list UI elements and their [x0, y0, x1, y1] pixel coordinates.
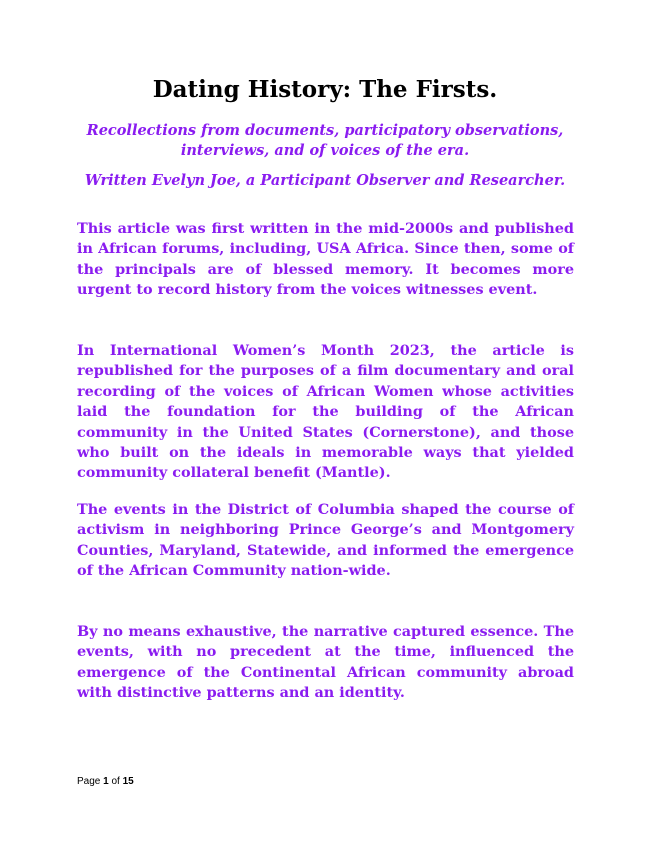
- footer-of-word: of: [111, 776, 120, 787]
- footer-current-page: 1: [103, 776, 109, 787]
- paragraph-2: In International Women’s Month 2023, the article is republished for the purposes of a film documentary and oral recording of the voices of African Women whose activities laid the foundation for the building of the African community in the United States (Cornerstone), and those who built on the ideals in memorable ways that yielded community collateral benefit (Mantle).: [77, 342, 574, 482]
- page-title: Dating History: The Firsts.: [152, 76, 498, 103]
- subtitle-author: Written Evelyn Joe, a Participant Observer and Researcher.: [84, 172, 566, 189]
- footer-page-word: Page: [77, 776, 101, 787]
- paragraph-1: This article was first written in the mid-2000s and published in African forums, including, USA Africa. Since then, some of the principals are of blessed memory. It becomes more urgent to record history from the voices witnesses event.: [77, 220, 574, 299]
- paragraph-4: By no means exhaustive, the narrative captured essence. The events, with no precedent at the time, influenced the emergence of the Continental African community abroad with distinctive patterns and an identity.: [77, 623, 574, 702]
- page-footer: [77, 776, 134, 787]
- subtitle-sources: Recollections from documents, participatory observations, interviews, and of voices of the era.: [86, 122, 564, 159]
- footer-total-pages: 15: [122, 776, 134, 787]
- paragraph-3: The events in the District of Columbia shaped the course of activism in neighboring Prince George’s and Montgomery Counties, Maryland, Statewide, and informed the emergence of the African Community nation-wide.: [77, 501, 574, 580]
